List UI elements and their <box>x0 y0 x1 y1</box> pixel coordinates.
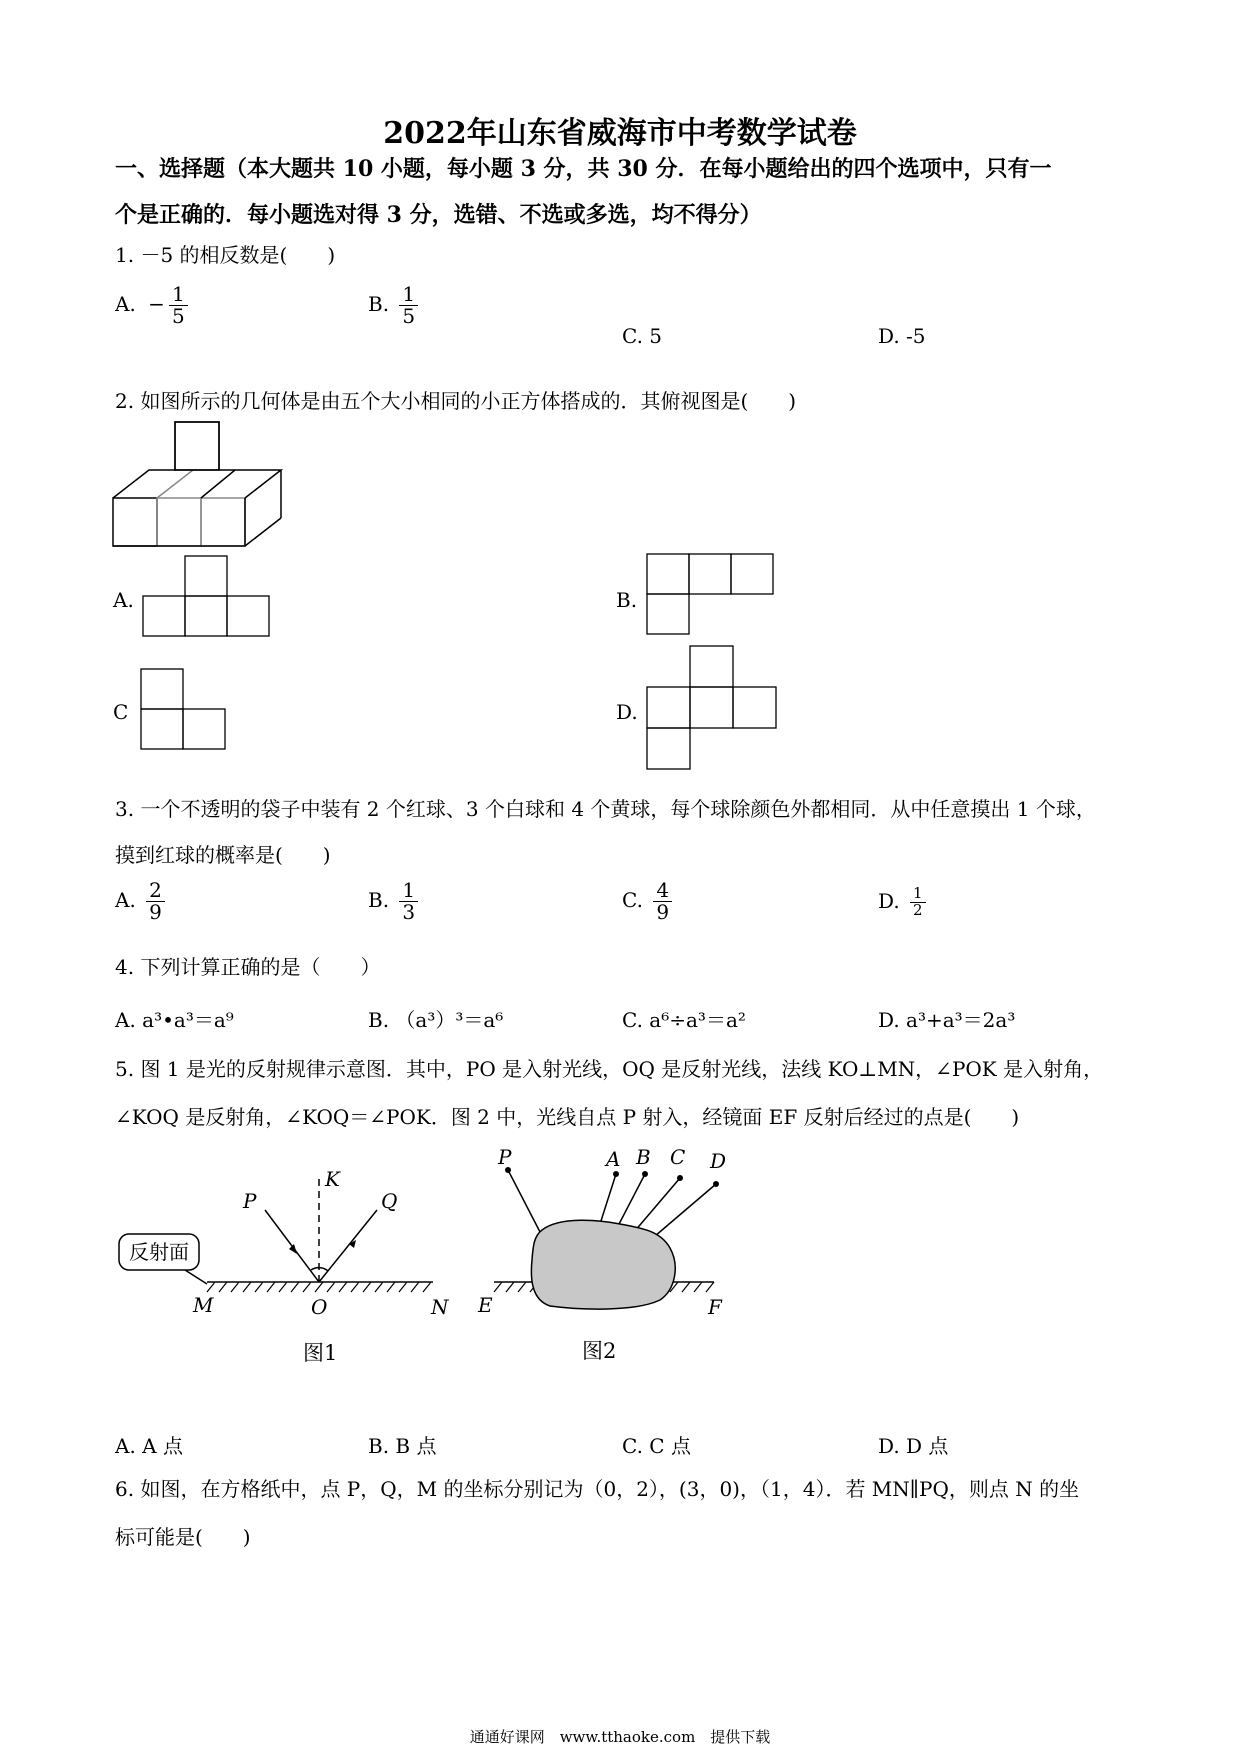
q3-option-d-fraction <box>910 886 926 919</box>
fig2-label-b: B <box>636 1145 651 1169</box>
q3-b-numerator: 1 <box>402 878 416 902</box>
fig2-caption: 图2 <box>582 1339 617 1363</box>
q2-option-d-grid[interactable] <box>646 645 781 771</box>
q3-b-denominator: 3 <box>399 901 418 923</box>
q4-option-a: A. a³•a³＝a⁹ <box>115 1008 234 1032</box>
q3-option-c-fraction <box>653 880 672 923</box>
q2-option-c-label: C <box>113 700 129 724</box>
fig2-label-a: A <box>606 1147 621 1171</box>
q5-figure-2 <box>470 1140 730 1372</box>
q3-a-denominator: 9 <box>146 901 165 923</box>
q1-b-numerator: 1 <box>402 282 416 306</box>
fig1-callout-text: 反射面 <box>129 1240 189 1264</box>
q3-option-b <box>368 880 418 923</box>
q1-option-b-fraction <box>399 284 418 327</box>
page-footer: 通通好课网 www.tthaoke.com 提供下载 <box>469 1728 771 1746</box>
q1-stem: 1. －5 的相反数是( ) <box>115 243 336 267</box>
fig1-label-q: Q <box>381 1189 398 1213</box>
q5-option-b: B. B 点 <box>368 1434 437 1458</box>
q1-option-a-label: A. <box>115 292 136 316</box>
fig2-label-e: E <box>478 1293 493 1317</box>
fig1-label-p: P <box>243 1189 257 1213</box>
q1-option-b-label: B. <box>368 292 390 316</box>
q4-option-b: B. （a³）³＝a⁶ <box>368 1008 504 1032</box>
q5-option-c: C. C 点 <box>622 1434 691 1458</box>
q6-stem-line2: 标可能是( ) <box>115 1525 251 1549</box>
q1-option-a <box>115 284 188 327</box>
q3-d-denominator: 2 <box>910 902 926 919</box>
fig1-caption: 图1 <box>303 1341 338 1365</box>
q3-c-numerator: 4 <box>656 878 670 902</box>
fig2-label-c: C <box>670 1145 686 1169</box>
fig2-label-d: D <box>710 1149 727 1173</box>
q3-option-b-fraction <box>399 880 418 923</box>
q1-option-a-fraction <box>169 284 188 327</box>
q4-option-d: D. a³+a³＝2a³ <box>878 1008 1016 1032</box>
q3-option-a <box>115 880 165 923</box>
q2-option-d-label: D. <box>616 700 638 724</box>
section-heading-line1: 一、选择题（本大题共 10 小题，每小题 3 分，共 30 分．在每小题给出的四个选项中，只有一 <box>115 156 1052 182</box>
q1-a-numerator: 1 <box>171 282 185 306</box>
q2-option-b-grid[interactable] <box>646 553 778 637</box>
page-title: 2022年山东省威海市中考数学试卷 <box>383 116 857 151</box>
section-heading-line2: 个是正确的．每小题选对得 3 分，选错、不选或多选，均不得分） <box>115 202 762 228</box>
q1-option-b <box>368 284 418 327</box>
q4-option-c: C. a⁶÷a³＝a² <box>622 1008 746 1032</box>
fig1-label-m: M <box>193 1293 214 1317</box>
fig2-label-p: P <box>498 1145 512 1169</box>
rock-shape <box>531 1220 675 1309</box>
fig2-label-f: F <box>708 1295 722 1319</box>
q3-option-c-label: C. <box>622 888 643 912</box>
q4-stem: 4. 下列计算正确的是（ ） <box>115 955 381 979</box>
q2-stem: 2. 如图所示的几何体是由五个大小相同的小正方体搭成的．其俯视图是( ) <box>115 389 797 413</box>
fig1-label-o: O <box>311 1295 328 1319</box>
q5-stem-line1: 5. 图 1 是光的反射规律示意图．其中，PO 是入射光线，OQ 是反射光线，法线 KO⊥MN，∠POK 是入射角， <box>115 1057 1104 1081</box>
q3-stem-line1: 3. 一个不透明的袋子中装有 2 个红球、3 个白球和 4 个黄球，每个球除颜色外都相同．从中任意摸出 1 个球， <box>115 797 1096 821</box>
q3-option-d <box>878 886 926 919</box>
q2-option-a-grid[interactable] <box>142 555 274 637</box>
q1-option-c: C. 5 <box>622 324 663 348</box>
q3-c-denominator: 9 <box>653 901 672 923</box>
q3-a-numerator: 2 <box>149 878 162 902</box>
q1-a-denominator: 5 <box>169 305 188 327</box>
q2-option-b-label: B. <box>616 588 638 612</box>
q6-stem-line1: 6. 如图，在方格纸中，点 P，Q，M 的坐标分别记为（0，2），(3，0)，（1，4）．若 MN∥PQ，则点 N 的坐 <box>115 1477 1080 1501</box>
q5-stem-line2: ∠KOQ 是反射角，∠KOQ＝∠POK．图 2 中，光线自点 P 射入，经镜面 EF 反射后经过的点是( ) <box>115 1105 1020 1129</box>
q3-option-d-label: D. <box>878 888 900 913</box>
q3-option-b-label: B. <box>368 888 390 912</box>
q5-option-a: A. A 点 <box>115 1434 183 1458</box>
q3-option-c <box>622 880 672 923</box>
fig1-label-k: K <box>325 1167 340 1191</box>
q3-d-numerator: 1 <box>913 884 923 902</box>
q2-solid-figure <box>105 420 295 555</box>
q1-option-d: D. -5 <box>878 324 926 348</box>
q3-option-a-label: A. <box>115 888 136 912</box>
q5-figure-1 <box>115 1150 455 1370</box>
incident-arrow-icon <box>289 1244 297 1254</box>
q3-option-a-fraction <box>146 880 165 923</box>
q3-stem-line2: 摸到红球的概率是( ) <box>115 843 331 867</box>
q1-b-denominator: 5 <box>399 305 418 327</box>
q1-option-a-sign: − <box>148 292 165 316</box>
fig1-label-n: N <box>431 1295 449 1319</box>
q2-option-c-grid[interactable] <box>140 668 230 750</box>
q5-option-d: D. D 点 <box>878 1434 949 1458</box>
q2-option-a-label: A. <box>113 588 134 612</box>
